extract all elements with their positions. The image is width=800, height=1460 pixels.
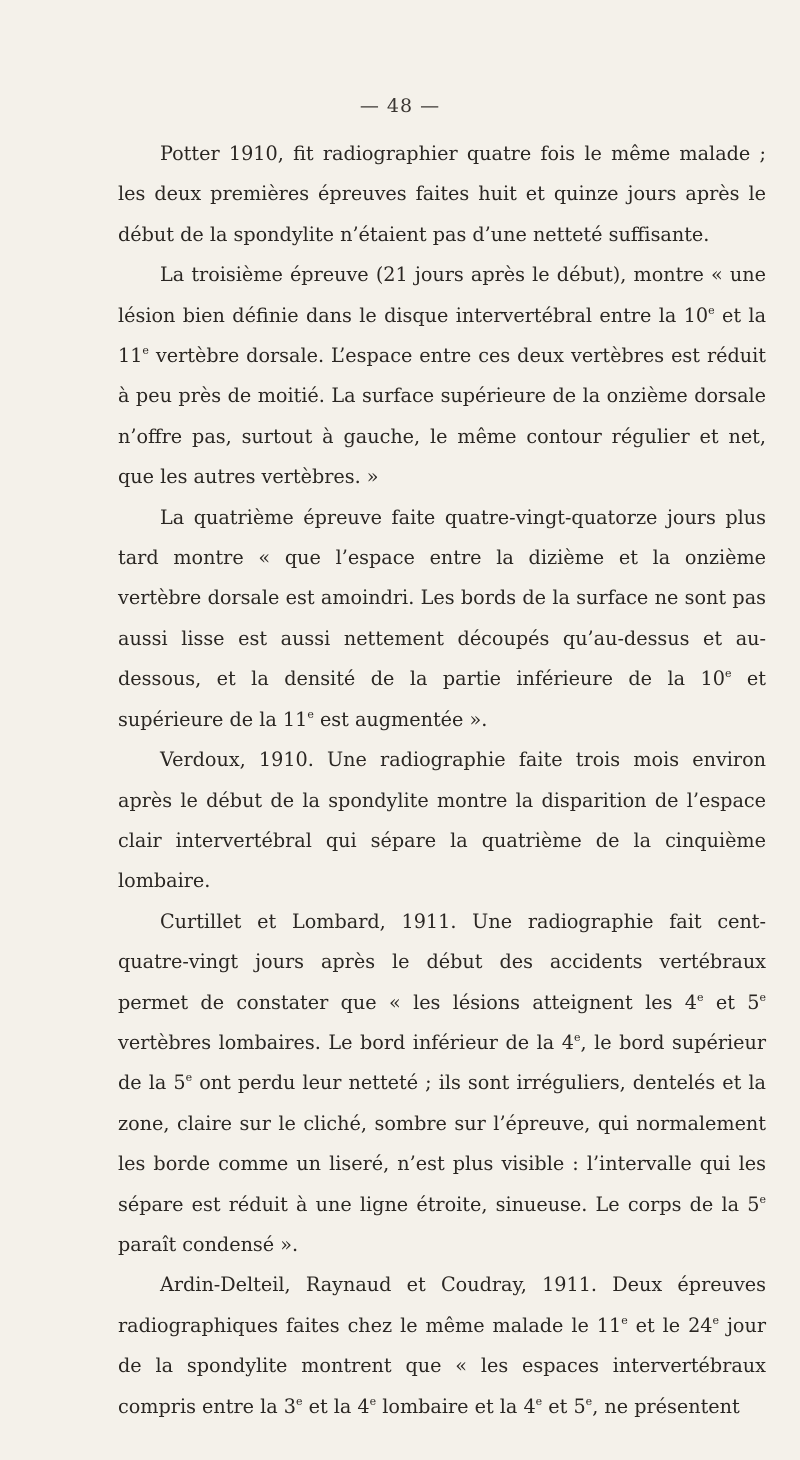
paragraph-third-proof: La troisième épreuve (21 jours après le début), montre « une lésion bien définie dans le disque intervertébral entre la 10e et la 11e vertèbre dorsale. L’espace entre ces deux vertèbres est réduit à peu près de moitié. La surface supérieure de la onzième dorsale n’offre pas, surtout à gauche, le même contour régulier et net, que les autres vertèbres. »	[118, 263, 767, 489]
paragraph-verdoux: Verdoux, 1910. Une radiographie faite trois mois environ après le début de la spondylite montre la disparition de l’espace clair intervertébral qui sépare la quatrième de la cinquième lombaire.	[118, 748, 766, 893]
body-text	[118, 134, 766, 1427]
paragraph-potter: Potter 1910, fit radiographier quatre fois le même malade ; les deux premières épreuves faites huit et quinze jours après le début de la spondylite n’étaient pas d’une netteté suffisante.	[118, 142, 766, 246]
paragraph-fourth-proof: La quatrième épreuve faite quatre-vingt-quatorze jours plus tard montre « que l’espace entre la dizième et la onzième vertèbre dorsale est amoindri. Les bords de la surface ne sont pas aussi lisse est aussi nettement découpés qu’au-dessus et au-dessous, et la densité de la partie inférieure de la 10e et supérieure de la 11e est augmentée ».	[118, 505, 766, 731]
paragraph-ardin-delteil: Ardin-Delteil, Raynaud et Coudray, 1911. Deux épreuves radiographiques faites chez le même malade le 11e et le 24e jour de la spondylite montrent que « les espaces intervertébraux compris entre la 3e et la 4e lombaire et la 4e et 5e, ne présentent	[118, 1273, 766, 1418]
paragraph-curtillet-lombard: Curtillet et Lombard, 1911. Une radiographie fait cent-quatre-vingt jours après le début des accidents vertébraux permet de constater que « les lésions atteignent les 4e et 5e vertèbres lombaires. Le bord inférieur de la 4e, le bord supérieur de la 5e ont perdu leur netteté ; ils sont irréguliers, dentelés et la zone, claire sur le cliché, sombre sur l’épreuve, qui normalement les borde comme un liseré, n’est plus visible : l’intervalle qui les sépare est réduit à une ligne étroite, sinueuse. Le corps de la 5e paraît condensé ».	[118, 909, 767, 1256]
page-number: — 48 —	[359, 95, 441, 117]
